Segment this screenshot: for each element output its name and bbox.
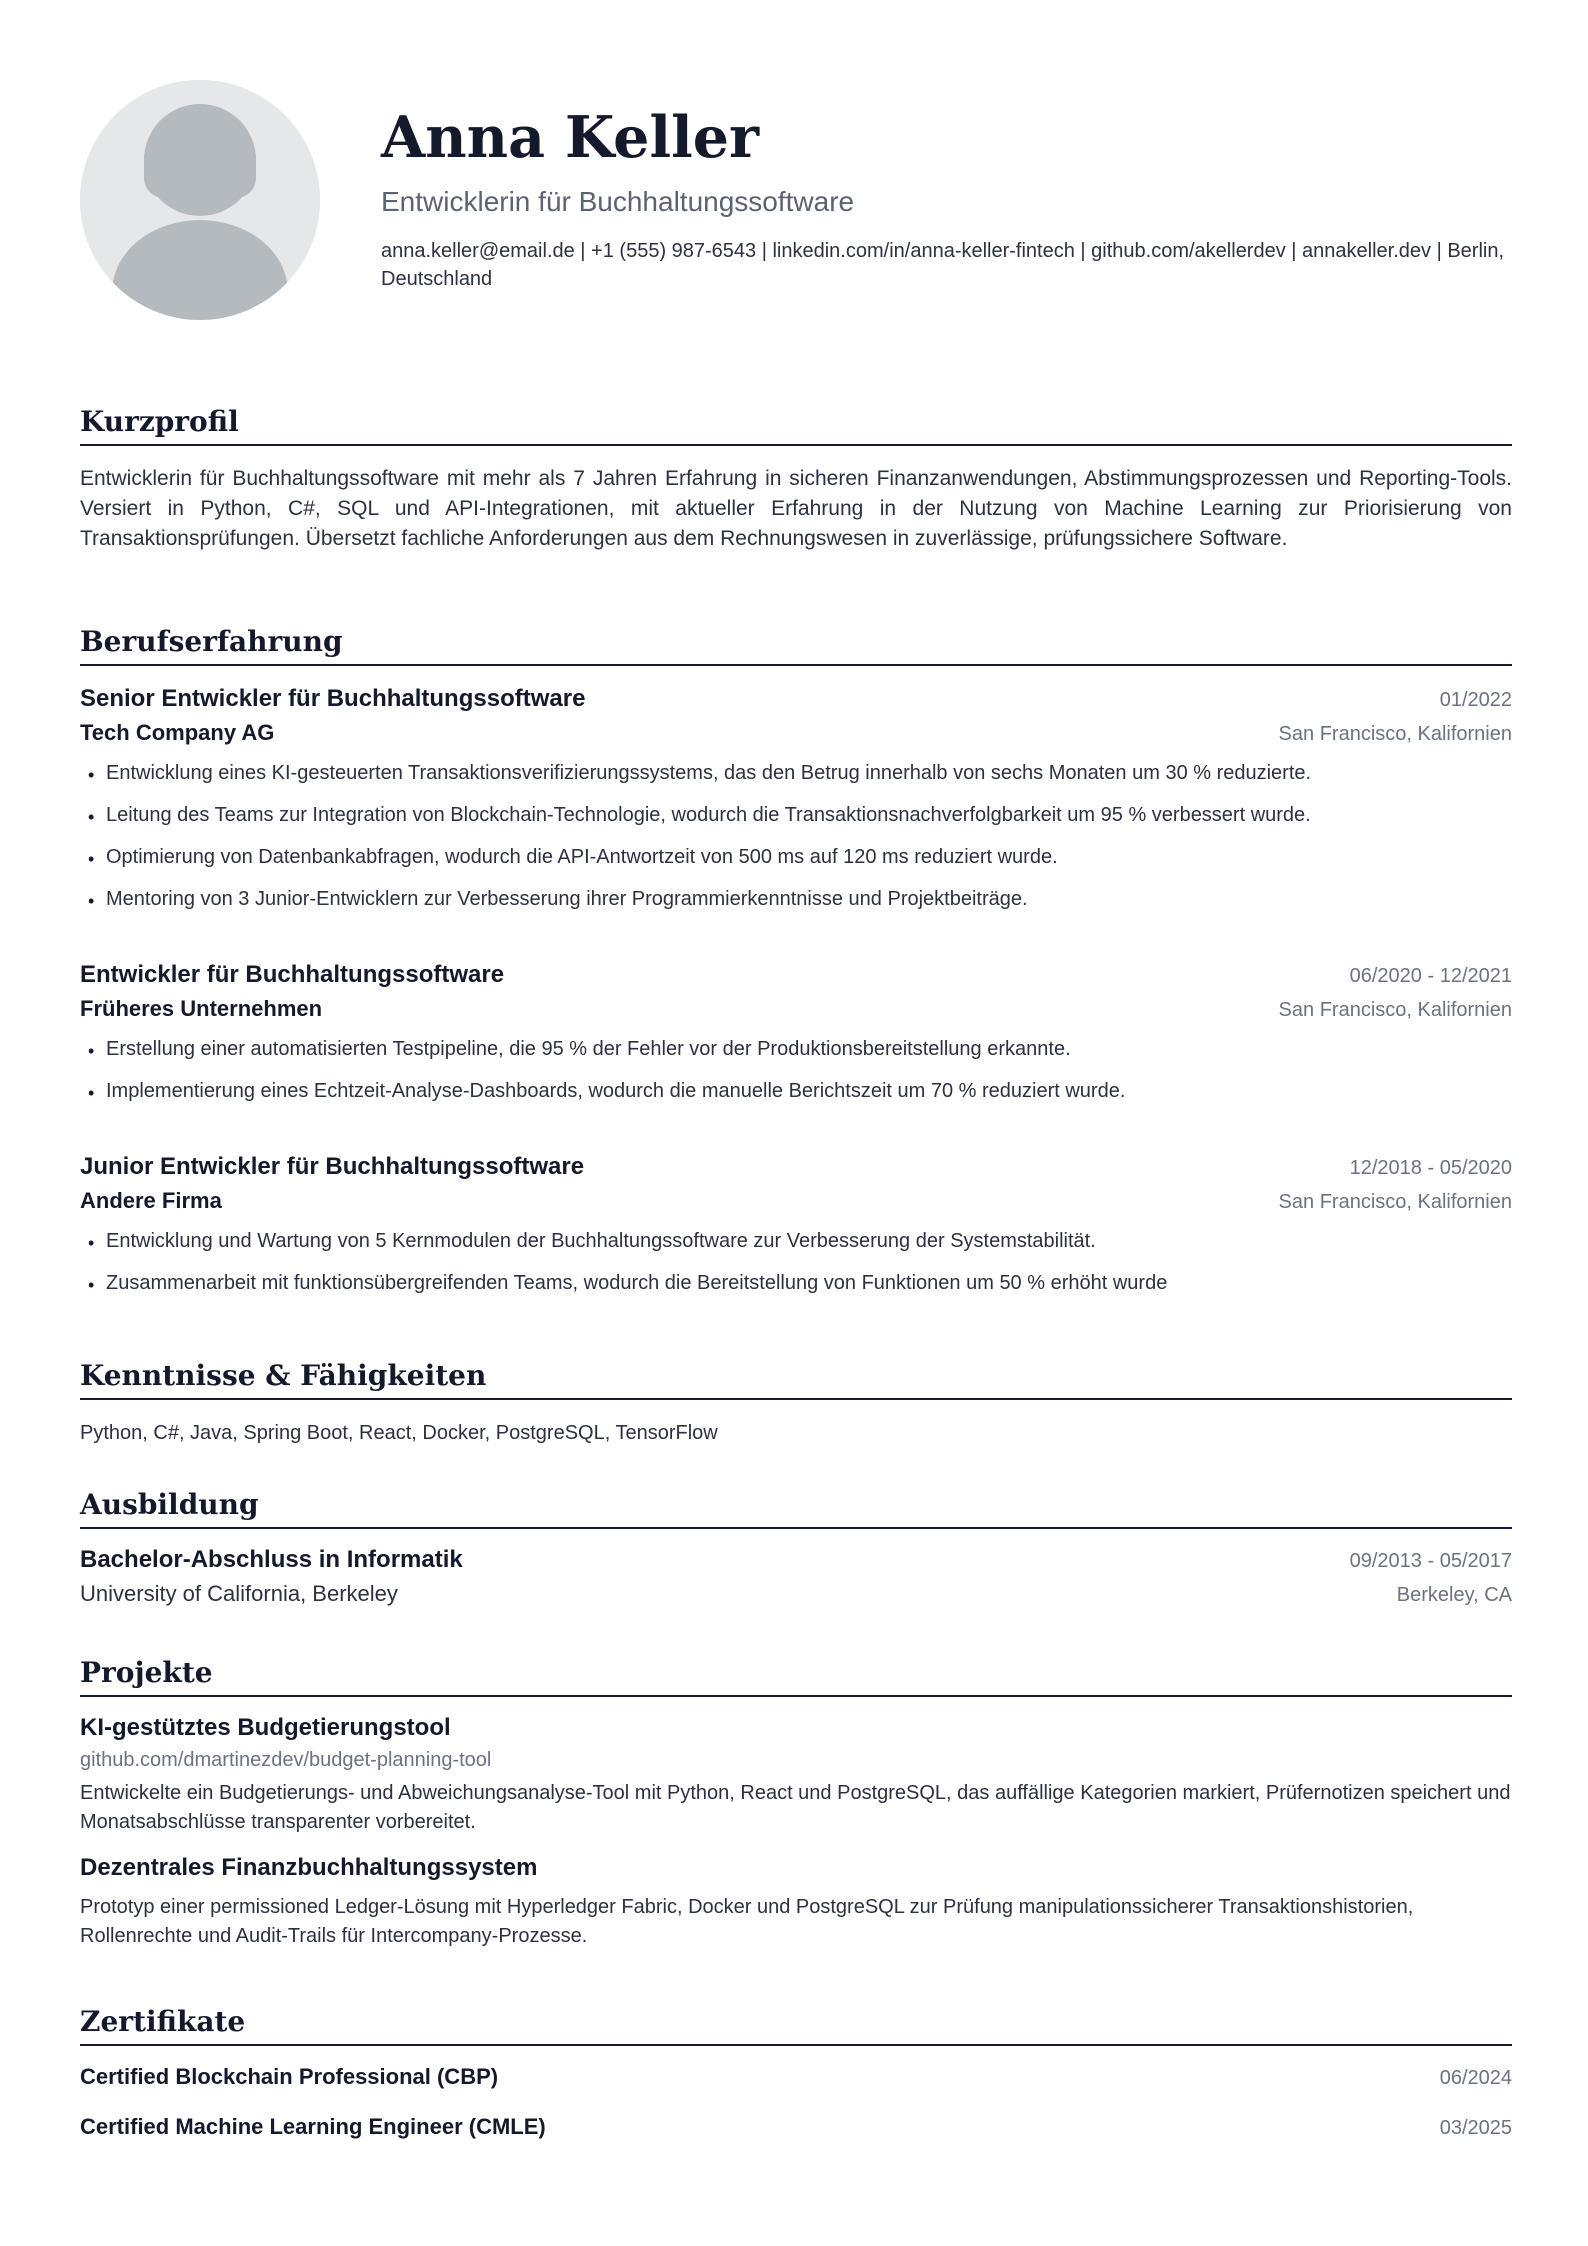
candidate-name: Anna Keller (381, 104, 760, 171)
job-location: San Francisco, Kalifornien (1278, 723, 1512, 745)
job-bullets (80, 1220, 1512, 1304)
job-bullet: • Leitung des Teams zur Integration von Blockchain-Technologie, wodurch die Transaktionsnachverfolgbarkeit um 95 % verbessert wurde. (80, 794, 1512, 836)
job-bullets (80, 1028, 1512, 1112)
certificate-entry (80, 2060, 1512, 2094)
certificate-date: 06/2024 (1439, 2067, 1512, 2089)
person-silhouette-icon (80, 80, 320, 320)
education-date: 09/2013 - 05/2017 (1349, 1550, 1512, 1572)
job-bullet: • Optimierung von Datenbankabfragen, wodurch die API-Antwortzeit von 500 ms auf 120 ms reduziert wurde. (80, 836, 1512, 878)
project-title: KI-gestütztes Budgetierungstool (80, 1714, 451, 1741)
section-title-certificates: Zertifikate (80, 2002, 1512, 2046)
experience-section (80, 622, 1512, 1304)
job-bullet: • Entwicklung und Wartung von 5 Kernmodulen der Buchhaltungssoftware zur Verbesserung der Systemstabilität. (80, 1220, 1512, 1262)
education-section (80, 1485, 1512, 1611)
skills-text: Python, C#, Java, Spring Boot, React, Docker, PostgreSQL, TensorFlow (80, 1422, 718, 1444)
job-bullets (80, 752, 1512, 920)
certificate-title: Certified Blockchain Professional (CBP) (80, 2064, 499, 2089)
education-school: University of California, Berkeley (80, 1581, 398, 1606)
project-description: Prototyp einer permissioned Ledger-Lösung mit Hyperledger Fabric, Docker und PostgreSQL zur Prüfung manipulationssicherer Transaktionshistorien, Rollenrechte und Audit-Trails für Intercompany-Prozesse. (80, 1896, 1414, 1947)
projects-section (80, 1653, 1512, 1951)
education-degree: Bachelor-Abschluss in Informatik (80, 1546, 463, 1573)
job-entry (80, 682, 1512, 920)
avatar (80, 80, 320, 320)
job-bullet: • Zusammenarbeit mit funktionsübergreifenden Teams, wodurch die Bereitstellung von Funktionen um 50 % erhöht wurde (80, 1262, 1512, 1304)
skills-section (80, 1356, 1512, 1448)
header (381, 104, 1511, 293)
certificate-title: Certified Machine Learning Engineer (CMLE) (80, 2114, 546, 2139)
job-company: Früheres Unternehmen (80, 996, 323, 1021)
job-bullet: • Mentoring von 3 Junior-Entwicklern zur Verbesserung ihrer Programmierkenntnisse und Projektbeiträge. (80, 878, 1512, 920)
candidate-subtitle: Entwicklerin für Buchhaltungssoftware (381, 186, 855, 218)
certificate-entry (80, 2110, 1512, 2144)
job-location: San Francisco, Kalifornien (1278, 1191, 1512, 1213)
certificates-section (80, 2002, 1512, 2144)
job-company: Tech Company AG (80, 720, 275, 745)
section-title-skills: Kenntnisse & Fähigkeiten (80, 1356, 1512, 1400)
job-title: Entwickler für Buchhaltungssoftware (80, 961, 505, 988)
job-location: San Francisco, Kalifornien (1278, 999, 1512, 1021)
education-location: Berkeley, CA (1396, 1584, 1512, 1606)
job-entry (80, 1150, 1512, 1304)
summary-text: Entwicklerin für Buchhaltungssoftware mit mehr als 7 Jahren Erfahrung in sicheren Finanzanwendungen, Abstimmungsprozessen und Reporting-Tools. Versiert in Python, C#, SQL und API-Integrationen, mit aktueller Erfahrung in der Nutzung von Machine Learning zur Priorisierung von Transaktionsprüfungen. Übersetzt fachliche Anforderungen aus dem Rechnungswesen in zuverlässige, prüfungssichere Software. (80, 467, 1512, 550)
project-description: Entwickelte ein Budgetierungs- und Abweichungsanalyse-Tool mit Python, React und PostgreSQL, das auffällige Kategorien markiert, Prüfernotizen speichert und Monatsabschlüsse transparenter vorbereitet. (80, 1782, 1511, 1833)
project-entry (80, 1851, 1512, 1951)
section-title-education: Ausbildung (80, 1485, 1512, 1529)
section-title-projects: Projekte (80, 1653, 1512, 1697)
project-title: Dezentrales Finanzbuchhaltungssystem (80, 1854, 538, 1881)
contact-line: anna.keller@email.de | +1 (555) 987-6543 | linkedin.com/in/anna-keller-fintech | github.com/akellerdev | annakeller.dev | Berlin, Deutschland (381, 239, 1505, 290)
certificate-date: 03/2025 (1439, 2117, 1512, 2139)
project-entry (80, 1711, 1512, 1837)
job-date: 06/2020 - 12/2021 (1349, 965, 1512, 987)
job-date: 01/2022 (1439, 689, 1512, 711)
job-date: 12/2018 - 05/2020 (1349, 1157, 1512, 1179)
section-title-experience: Berufserfahrung (80, 622, 1512, 666)
project-link[interactable]: github.com/dmartinezdev/budget-planning-tool (80, 1749, 492, 1771)
job-bullet: • Erstellung einer automatisierten Testpipeline, die 95 % der Fehler vor der Produktionsbereitstellung erkannte. (80, 1028, 1512, 1070)
job-title: Junior Entwickler für Buchhaltungssoftware (80, 1153, 585, 1180)
section-title-summary: Kurzprofil (80, 402, 1512, 446)
job-title: Senior Entwickler für Buchhaltungssoftware (80, 685, 586, 712)
job-bullet: • Implementierung eines Echtzeit-Analyse-Dashboards, wodurch die manuelle Berichtszeit um 70 % reduziert wurde. (80, 1070, 1512, 1112)
job-bullet: • Entwicklung eines KI-gesteuerten Transaktionsverifizierungssystems, das den Betrug innerhalb von sechs Monaten um 30 % reduzierte. (80, 752, 1512, 794)
job-company: Andere Firma (80, 1188, 222, 1213)
summary-section (80, 402, 1512, 554)
job-entry (80, 958, 1512, 1112)
